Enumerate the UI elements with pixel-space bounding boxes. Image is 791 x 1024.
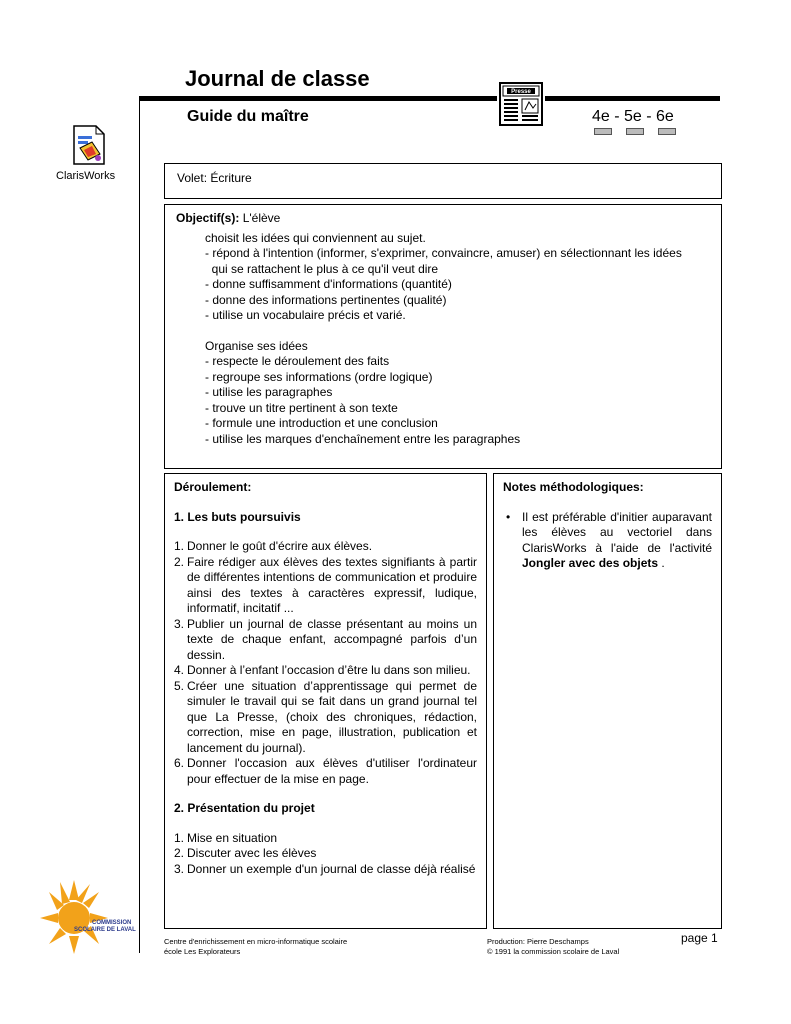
- grade-markers: [594, 128, 676, 135]
- list-item: 6. Donner l'occasion aux élèves d'utiliser l'ordinateur pour effectuer de la mise en page.: [174, 756, 477, 786]
- grade-marker: [594, 128, 612, 135]
- bullet-icon: •: [506, 509, 511, 524]
- grade-levels: 4e - 5e - 6e: [592, 108, 674, 125]
- objectifs-list-item: - donne des informations pertinentes (qualité): [205, 292, 447, 307]
- list-item: 4. Donner à l’enfant l’occasion d’être lu dans son milieu.: [174, 663, 471, 677]
- header-rule-left: [139, 96, 497, 101]
- page-number: page 1: [681, 931, 718, 945]
- margin-rule: [139, 101, 140, 953]
- notes-box: [493, 473, 722, 929]
- grade-marker: [626, 128, 644, 135]
- objectifs-label: Objectif(s):: [176, 211, 240, 225]
- objectifs-group2-title: Organise ses idées: [205, 338, 308, 353]
- objectifs-list-item: - utilise les paragraphes: [205, 385, 333, 399]
- volet-text: Volet: Écriture: [177, 171, 252, 185]
- objectifs-group1-title: choisit les idées qui conviennent au sujet.: [205, 230, 426, 245]
- volet-box: [164, 163, 722, 199]
- clarisworks-label: ClarisWorks: [56, 170, 116, 182]
- list-item: 3. Donner un exemple d'un journal de classe déjà réalisé: [174, 861, 476, 876]
- list-item: 1. Mise en situation: [174, 830, 278, 845]
- deroulement-box: [164, 473, 487, 929]
- objectifs-list-item: qui se rattachent le plus à ce qu'il veut dire: [205, 261, 439, 276]
- notes-text: Il est préférable d'initier auparavant les élèves au vectoriel dans ClarisWorks à l'aide de l'activité Jongler avec des objets .: [522, 509, 712, 570]
- section-title: 1. Les buts poursuivis: [174, 509, 301, 524]
- notes-item: [503, 510, 712, 572]
- footer-left: Centre d'enrichissement en micro-informatique scolaire école Les Explorateurs: [164, 937, 348, 956]
- objectifs-list-item: - respecte le déroulement des faits: [205, 354, 390, 368]
- list-item: 3. Publier un journal de classe présentant au moins un texte de chaque enfant, accompagné parfois d’un dessin.: [174, 616, 477, 662]
- presentation-list: [174, 831, 477, 878]
- clarisworks-icon[interactable]: [70, 124, 110, 173]
- objectifs-list-item: - utilise un vocabulaire précis et varié.: [205, 308, 406, 322]
- header-rule-right: [545, 96, 720, 101]
- objectifs-list-item: - formule une introduction et une conclusion: [205, 416, 438, 430]
- notes-label: Notes méthodologiques:: [503, 480, 644, 494]
- objectifs-intro: L'élève: [242, 211, 281, 225]
- objectifs-list-item: - donne suffisamment d'informations (quantité): [205, 277, 452, 291]
- list-item: 2. Discuter avec les élèves: [174, 846, 317, 860]
- footer-right: Production: Pierre Deschamps © 1991 la commission scolaire de Laval: [487, 937, 620, 956]
- list-item: 5. Créer une situation d’apprentissage qui permet de simuler le travail qui se fait dans un grand journal tel que La Presse, (choix des chroniques, rédaction, correction, mise en page, illustration, publication et lancement du journal).: [174, 678, 477, 755]
- newspaper-icon-label: Presse: [511, 89, 531, 95]
- list-item: 1. Donner le goût d'écrire aux élèves.: [174, 539, 373, 553]
- page-subtitle: Guide du maître: [187, 108, 309, 125]
- page-title: Journal de classe: [185, 66, 370, 91]
- newspaper-icon: [499, 82, 543, 131]
- section-title: 2. Présentation du projet: [174, 801, 315, 815]
- objectifs-box: [164, 204, 722, 469]
- grade-marker: [658, 128, 676, 135]
- commission-scolaire-logo: [40, 878, 136, 959]
- logo-text-line2: SCOLAIRE DE LAVAL: [74, 927, 136, 933]
- objectifs-list-item: - utilise les marques d'enchaînement entre les paragraphes: [205, 431, 521, 446]
- objectifs-list-item: - trouve un titre pertinent à son texte: [205, 400, 398, 415]
- list-item: 2. Faire rédiger aux élèves des textes signifiants à partir de différentes intentions de communication et produire ainsi des textes à caractères expressif, ludique, informatif, incitatif ...: [174, 554, 477, 615]
- goals-list: [174, 539, 477, 787]
- deroulement-label: Déroulement:: [174, 480, 252, 494]
- objectifs-list-item: - répond à l'intention (informer, s'exprimer, convaincre, amuser) en sélectionnant les idées: [205, 246, 682, 260]
- logo-text-line1: COMMISSION: [92, 920, 132, 926]
- objectifs-list-item: - regroupe ses informations (ordre logique): [205, 369, 433, 384]
